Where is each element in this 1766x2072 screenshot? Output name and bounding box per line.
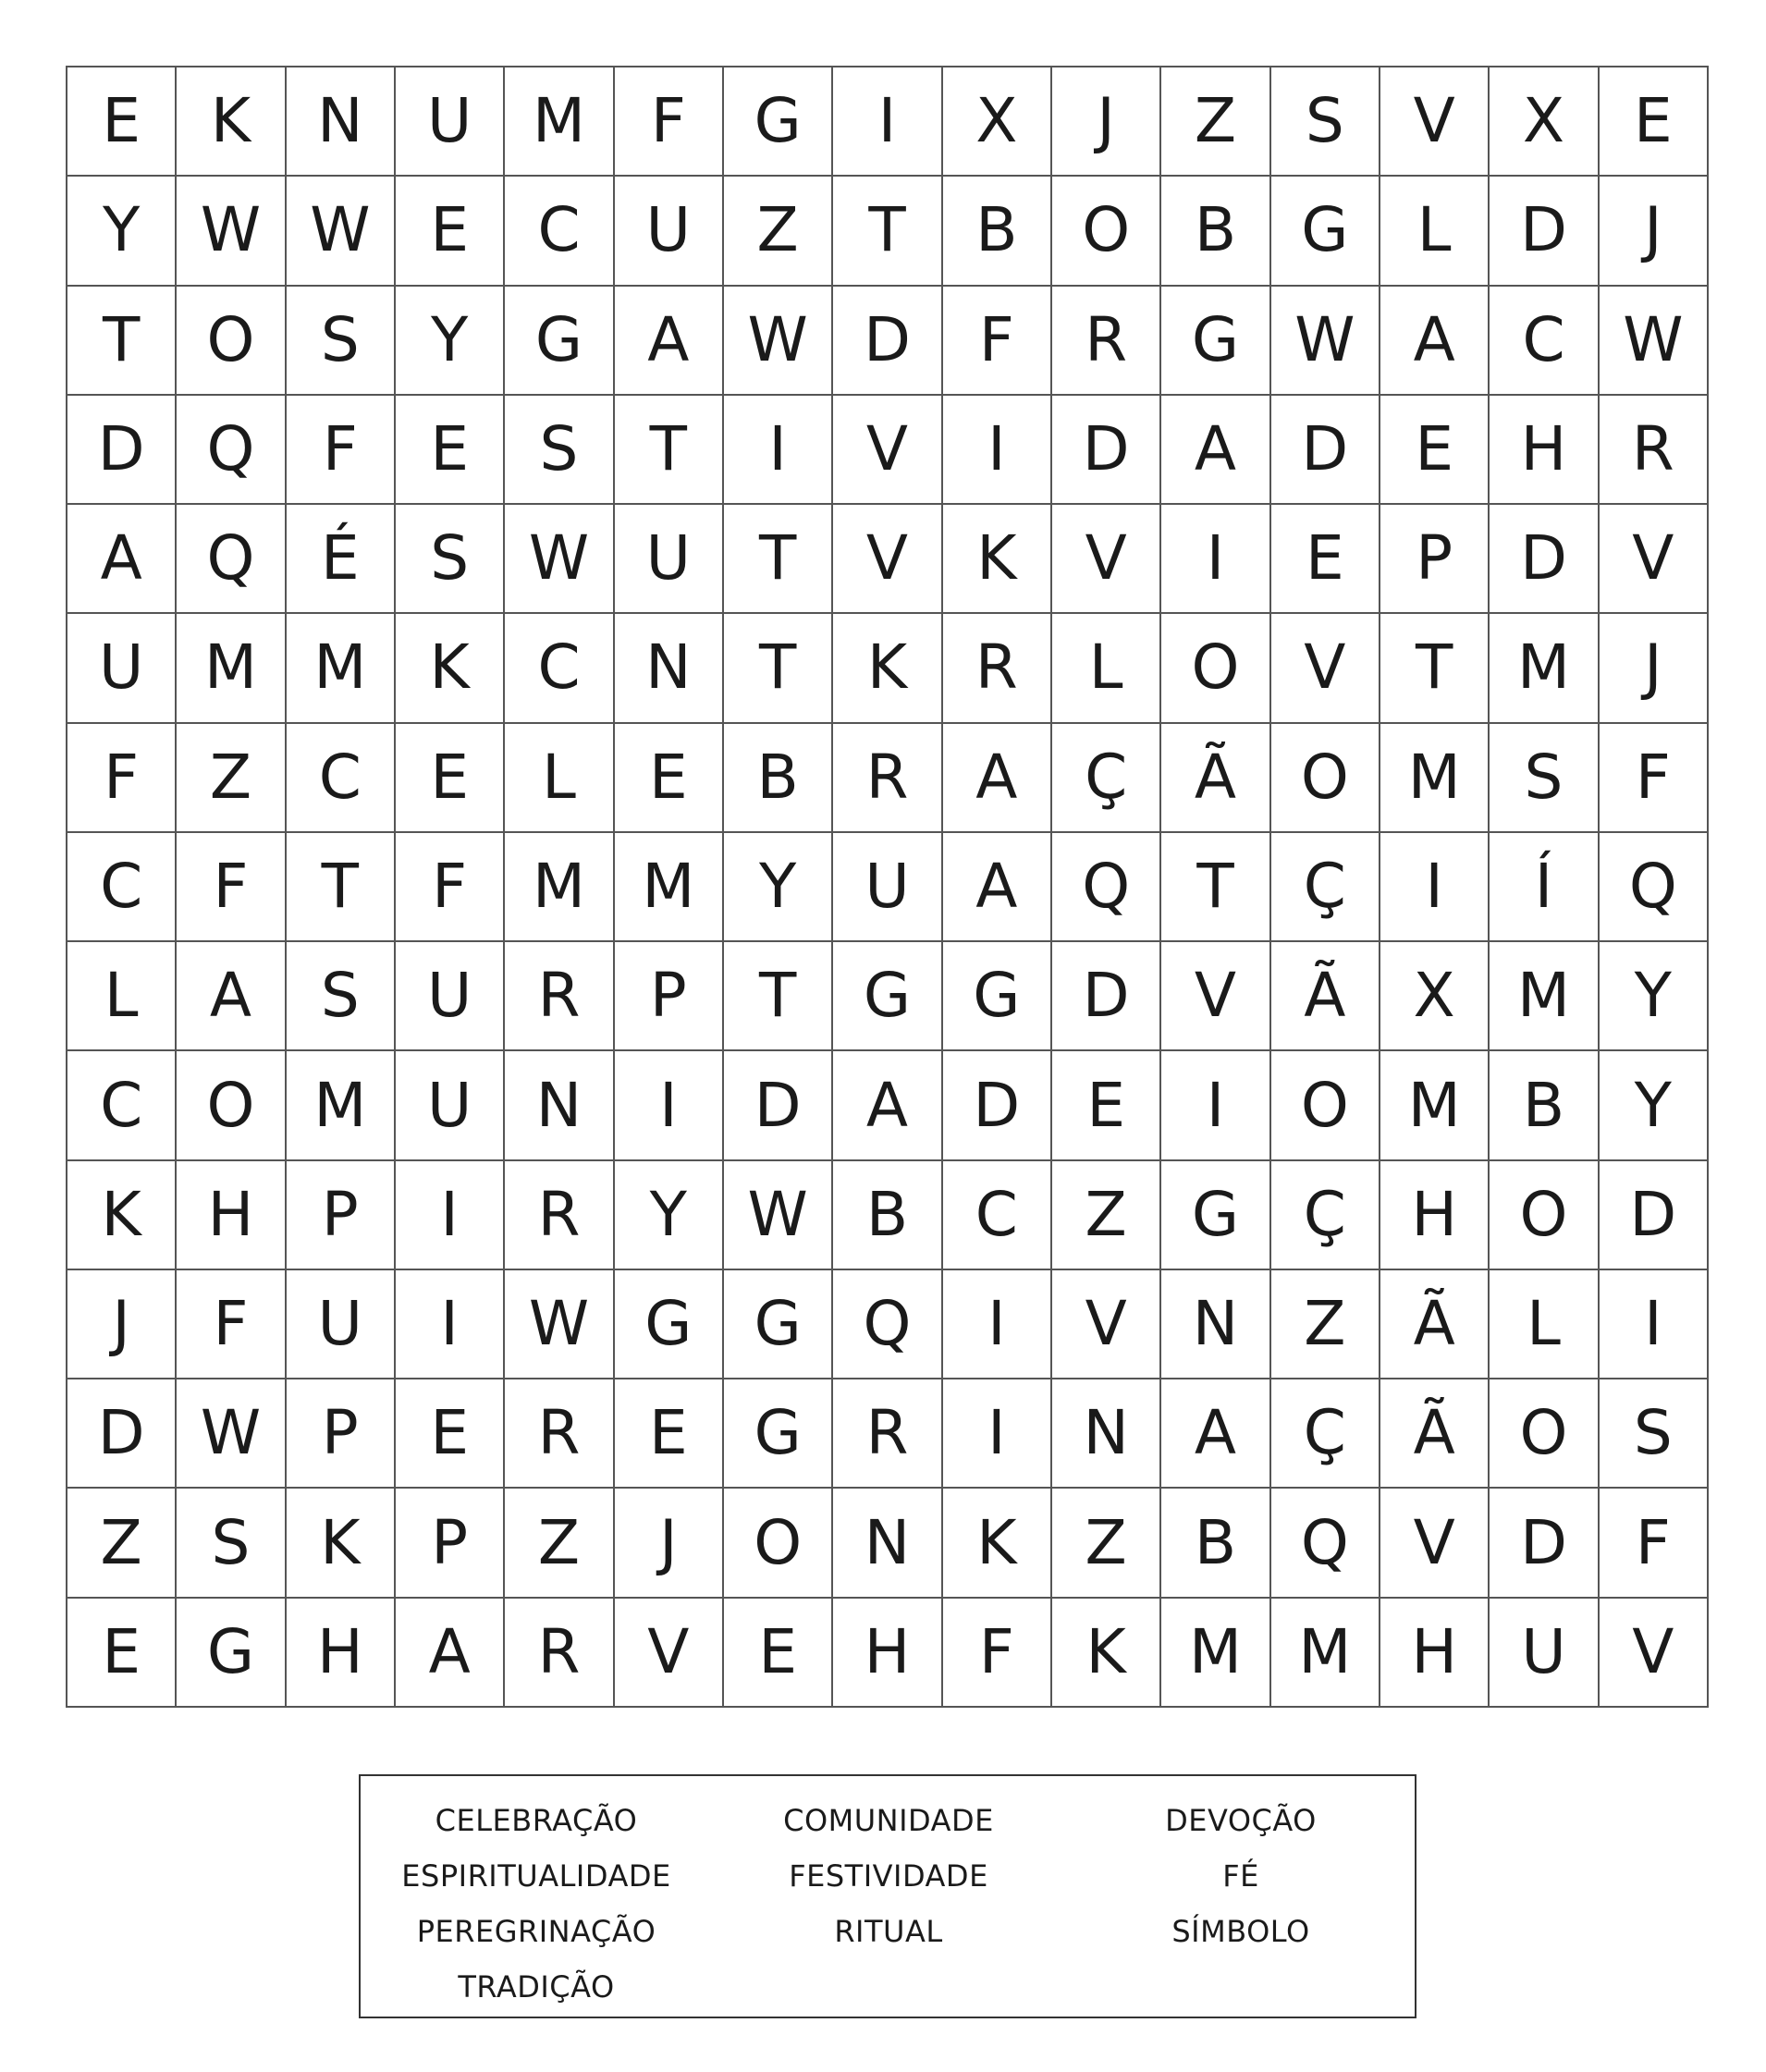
grid-cell[interactable]: G	[615, 1270, 724, 1379]
grid-cell[interactable]: H	[1490, 396, 1599, 505]
grid-cell[interactable]: F	[287, 396, 396, 505]
word-list-item: SÍMBOLO	[1171, 1914, 1310, 1949]
grid-cell[interactable]: I	[943, 1270, 1052, 1379]
grid-cell[interactable]: U	[287, 1270, 396, 1379]
grid-cell[interactable]: V	[1052, 505, 1161, 614]
grid-cell[interactable]: D	[1600, 1161, 1709, 1270]
grid-cell[interactable]: A	[1161, 396, 1270, 505]
grid-cell[interactable]: V	[833, 396, 942, 505]
grid-cell[interactable]: Q	[833, 1270, 942, 1379]
grid-cell[interactable]: C	[505, 614, 614, 723]
grid-cell[interactable]: D	[1490, 1489, 1599, 1598]
grid-cell[interactable]: M	[1490, 614, 1599, 723]
grid-cell[interactable]: J	[1600, 177, 1709, 286]
grid-cell[interactable]: I	[396, 1161, 505, 1270]
word-list-item: CELEBRAÇÃO	[435, 1803, 638, 1838]
grid-cell[interactable]: O	[1052, 177, 1161, 286]
grid-cell[interactable]: Q	[177, 396, 286, 505]
grid-cell[interactable]: D	[1490, 505, 1599, 614]
word-list-item: FESTIVIDADE	[789, 1858, 988, 1894]
grid-cell[interactable]: É	[287, 505, 396, 614]
grid-cell[interactable]: Ã	[1161, 724, 1270, 833]
grid-cell[interactable]: M	[177, 614, 286, 723]
grid-cell[interactable]: N	[615, 614, 724, 723]
grid-cell[interactable]: Q	[1052, 833, 1161, 942]
grid-cell[interactable]: G	[505, 287, 614, 396]
grid-cell[interactable]: G	[724, 1270, 833, 1379]
grid-cell[interactable]: Z	[724, 177, 833, 286]
grid-cell[interactable]: Ç	[1052, 724, 1161, 833]
grid-cell[interactable]: U	[615, 505, 724, 614]
grid-cell[interactable]: O	[177, 287, 286, 396]
grid-cell[interactable]: P	[1380, 505, 1490, 614]
grid-cell[interactable]: E	[396, 396, 505, 505]
grid-cell[interactable]: S	[177, 1489, 286, 1598]
grid-cell[interactable]: O	[1490, 1161, 1599, 1270]
grid-cell[interactable]: T	[1380, 614, 1490, 723]
grid-cell[interactable]: V	[1380, 67, 1490, 177]
grid-cell[interactable]: T	[1161, 833, 1270, 942]
grid-cell[interactable]: C	[505, 177, 614, 286]
grid-cell[interactable]: B	[1161, 1489, 1270, 1598]
grid-cell[interactable]: S	[1600, 1379, 1709, 1489]
grid-cell[interactable]: W	[287, 177, 396, 286]
grid-cell[interactable]: K	[943, 1489, 1052, 1598]
grid-cell[interactable]: Y	[724, 833, 833, 942]
grid-cell[interactable]: T	[724, 505, 833, 614]
grid-cell[interactable]: E	[724, 1599, 833, 1708]
grid-cell[interactable]: E	[1271, 505, 1380, 614]
grid-cell[interactable]: G	[833, 942, 942, 1051]
grid-cell[interactable]: K	[396, 614, 505, 723]
grid-cell[interactable]: X	[1490, 67, 1599, 177]
grid-cell[interactable]: D	[1052, 942, 1161, 1051]
grid-cell[interactable]: E	[67, 1599, 177, 1708]
grid-cell[interactable]: F	[177, 1270, 286, 1379]
grid-cell[interactable]: K	[943, 505, 1052, 614]
grid-cell[interactable]: R	[833, 1379, 942, 1489]
grid-cell[interactable]: A	[177, 942, 286, 1051]
grid-cell[interactable]: F	[396, 833, 505, 942]
grid-cell[interactable]: L	[67, 942, 177, 1051]
grid-cell[interactable]: R	[505, 1161, 614, 1270]
grid-cell[interactable]: R	[833, 724, 942, 833]
grid-cell[interactable]: Z	[505, 1489, 614, 1598]
grid-cell[interactable]: T	[833, 177, 942, 286]
grid-cell[interactable]: V	[1271, 614, 1380, 723]
grid-cell[interactable]: E	[396, 1379, 505, 1489]
grid-cell[interactable]: Z	[1271, 1270, 1380, 1379]
grid-cell[interactable]: D	[1052, 396, 1161, 505]
grid-cell[interactable]: D	[1490, 177, 1599, 286]
grid-cell[interactable]: Z	[1161, 67, 1270, 177]
grid-cell[interactable]: W	[505, 505, 614, 614]
grid-cell[interactable]: E	[615, 724, 724, 833]
grid-cell[interactable]: N	[1161, 1270, 1270, 1379]
grid-cell[interactable]: U	[1490, 1599, 1599, 1708]
grid-cell[interactable]: Y	[1600, 1051, 1709, 1160]
grid-cell[interactable]: V	[1052, 1270, 1161, 1379]
grid-cell[interactable]: I	[833, 67, 942, 177]
grid-cell[interactable]: O	[1271, 1051, 1380, 1160]
grid-cell[interactable]: C	[67, 833, 177, 942]
grid-cell[interactable]: S	[505, 396, 614, 505]
grid-cell[interactable]: I	[1161, 1051, 1270, 1160]
word-list-item: RITUAL	[834, 1914, 943, 1949]
grid-cell[interactable]: R	[1600, 396, 1709, 505]
word-list-column-1	[361, 1793, 712, 2015]
grid-cell[interactable]: K	[177, 67, 286, 177]
grid-cell[interactable]: J	[1052, 67, 1161, 177]
grid-cell[interactable]: U	[615, 177, 724, 286]
grid-cell[interactable]: F	[943, 287, 1052, 396]
grid-cell[interactable]: U	[396, 1051, 505, 1160]
grid-cell[interactable]: R	[505, 1599, 614, 1708]
grid-cell[interactable]: A	[1161, 1379, 1270, 1489]
grid-cell[interactable]: X	[1380, 942, 1490, 1051]
grid-cell[interactable]: N	[833, 1489, 942, 1598]
grid-cell[interactable]: L	[1490, 1270, 1599, 1379]
grid-cell[interactable]: H	[1380, 1599, 1490, 1708]
grid-cell[interactable]: Í	[1490, 833, 1599, 942]
grid-cell[interactable]: A	[943, 833, 1052, 942]
grid-cell[interactable]: N	[505, 1051, 614, 1160]
grid-cell[interactable]: W	[724, 1161, 833, 1270]
grid-cell[interactable]: U	[396, 942, 505, 1051]
grid-cell[interactable]: Z	[67, 1489, 177, 1598]
grid-cell[interactable]: K	[287, 1489, 396, 1598]
grid-cell[interactable]: C	[67, 1051, 177, 1160]
grid-cell[interactable]: I	[615, 1051, 724, 1160]
grid-cell[interactable]: N	[1052, 1379, 1161, 1489]
grid-cell[interactable]: Z	[177, 724, 286, 833]
grid-cell[interactable]: K	[1052, 1599, 1161, 1708]
grid-cell[interactable]: M	[1380, 724, 1490, 833]
grid-cell[interactable]: D	[67, 1379, 177, 1489]
grid-cell[interactable]: Ã	[1380, 1270, 1490, 1379]
grid-cell[interactable]: M	[1271, 1599, 1380, 1708]
grid-cell[interactable]: M	[505, 833, 614, 942]
grid-cell[interactable]: V	[1161, 942, 1270, 1051]
grid-cell[interactable]: S	[1490, 724, 1599, 833]
grid-cell[interactable]: D	[724, 1051, 833, 1160]
grid-cell[interactable]: D	[1271, 396, 1380, 505]
word-search-grid	[66, 66, 1709, 1708]
grid-cell[interactable]: R	[505, 1379, 614, 1489]
grid-cell[interactable]: O	[1161, 614, 1270, 723]
grid-cell[interactable]: U	[396, 67, 505, 177]
grid-cell[interactable]: V	[1600, 1599, 1709, 1708]
grid-cell[interactable]: V	[615, 1599, 724, 1708]
grid-cell[interactable]: H	[1380, 1161, 1490, 1270]
grid-cell[interactable]: F	[943, 1599, 1052, 1708]
grid-cell[interactable]: Ã	[1271, 942, 1380, 1051]
grid-cell[interactable]: F	[1600, 724, 1709, 833]
grid-cell[interactable]: Q	[1271, 1489, 1380, 1598]
grid-cell[interactable]: W	[724, 287, 833, 396]
grid-cell[interactable]: E	[396, 724, 505, 833]
grid-cell[interactable]: I	[943, 1379, 1052, 1489]
grid-cell[interactable]: Ç	[1271, 1379, 1380, 1489]
grid-cell[interactable]: A	[396, 1599, 505, 1708]
grid-cell[interactable]: G	[1161, 1161, 1270, 1270]
word-list-item: TRADIÇÃO	[458, 1969, 615, 2005]
grid-cell[interactable]: R	[943, 614, 1052, 723]
grid-cell[interactable]: J	[1600, 614, 1709, 723]
grid-cell[interactable]: E	[1600, 67, 1709, 177]
grid-cell[interactable]: U	[833, 833, 942, 942]
word-list-item: DEVOÇÃO	[1165, 1803, 1317, 1838]
grid-cell[interactable]: X	[943, 67, 1052, 177]
grid-cell[interactable]: S	[287, 287, 396, 396]
grid-cell[interactable]: P	[287, 1379, 396, 1489]
grid-cell[interactable]: E	[67, 67, 177, 177]
word-list-column-2	[713, 1793, 1064, 1959]
grid-cell[interactable]: Ã	[1380, 1379, 1490, 1489]
grid-cell[interactable]: O	[724, 1489, 833, 1598]
grid-cell[interactable]: Ç	[1271, 1161, 1380, 1270]
grid-cell[interactable]: E	[1052, 1051, 1161, 1160]
grid-cell[interactable]: I	[943, 396, 1052, 505]
word-list-box	[359, 1774, 1416, 2018]
grid-cell[interactable]: T	[615, 396, 724, 505]
grid-cell[interactable]: H	[177, 1161, 286, 1270]
grid-cell[interactable]: E	[396, 177, 505, 286]
grid-cell[interactable]: W	[505, 1270, 614, 1379]
grid-cell[interactable]: K	[67, 1161, 177, 1270]
grid-cell[interactable]: F	[1600, 1489, 1709, 1598]
grid-cell[interactable]: Y	[615, 1161, 724, 1270]
grid-cell[interactable]: M	[505, 67, 614, 177]
grid-cell[interactable]: A	[833, 1051, 942, 1160]
grid-cell[interactable]: L	[1380, 177, 1490, 286]
grid-cell[interactable]: O	[1490, 1379, 1599, 1489]
grid-cell[interactable]: I	[1380, 833, 1490, 942]
grid-cell[interactable]: E	[1380, 396, 1490, 505]
grid-cell[interactable]: B	[833, 1161, 942, 1270]
grid-cell[interactable]: L	[1052, 614, 1161, 723]
grid-cell[interactable]: M	[1161, 1599, 1270, 1708]
grid-cell[interactable]: G	[724, 67, 833, 177]
word-list-item: ESPIRITUALIDADE	[401, 1858, 671, 1894]
grid-cell[interactable]: T	[724, 942, 833, 1051]
grid-cell[interactable]: V	[1380, 1489, 1490, 1598]
grid-cell[interactable]: J	[615, 1489, 724, 1598]
grid-cell[interactable]: A	[1380, 287, 1490, 396]
grid-cell[interactable]: C	[1490, 287, 1599, 396]
grid-cell[interactable]: W	[177, 1379, 286, 1489]
grid-cell[interactable]: P	[396, 1489, 505, 1598]
word-list-item: PEREGRINAÇÃO	[416, 1914, 656, 1949]
grid-cell[interactable]: Ç	[1271, 833, 1380, 942]
grid-cell[interactable]: V	[833, 505, 942, 614]
grid-cell[interactable]: B	[943, 177, 1052, 286]
grid-cell[interactable]: H	[833, 1599, 942, 1708]
grid-cell[interactable]: F	[615, 67, 724, 177]
grid-cell[interactable]: K	[833, 614, 942, 723]
word-list-column-3	[1065, 1793, 1416, 1959]
grid-cell[interactable]: T	[724, 614, 833, 723]
grid-cell[interactable]: M	[615, 833, 724, 942]
grid-cell[interactable]: R	[1052, 287, 1161, 396]
grid-cell[interactable]: B	[1490, 1051, 1599, 1160]
grid-cell[interactable]: O	[1271, 724, 1380, 833]
grid-cell[interactable]: Y	[1600, 942, 1709, 1051]
grid-cell[interactable]: H	[287, 1599, 396, 1708]
grid-cell[interactable]: D	[943, 1051, 1052, 1160]
grid-cell[interactable]: G	[724, 1379, 833, 1489]
grid-cell[interactable]: F	[67, 724, 177, 833]
grid-cell[interactable]: A	[67, 505, 177, 614]
grid-cell[interactable]: S	[1271, 67, 1380, 177]
grid-cell[interactable]: Z	[1052, 1161, 1161, 1270]
grid-cell[interactable]: T	[287, 833, 396, 942]
grid-cell[interactable]: Q	[177, 505, 286, 614]
grid-cell[interactable]: C	[943, 1161, 1052, 1270]
grid-cell[interactable]: I	[724, 396, 833, 505]
grid-cell[interactable]: C	[287, 724, 396, 833]
grid-cell[interactable]: P	[615, 942, 724, 1051]
grid-cell[interactable]: B	[1161, 177, 1270, 286]
grid-cell[interactable]: O	[177, 1051, 286, 1160]
grid-cell[interactable]: T	[67, 287, 177, 396]
grid-cell[interactable]: M	[1490, 942, 1599, 1051]
grid-cell[interactable]: M	[287, 614, 396, 723]
grid-cell[interactable]: W	[1600, 287, 1709, 396]
grid-cell[interactable]: A	[615, 287, 724, 396]
grid-cell[interactable]: J	[67, 1270, 177, 1379]
grid-cell[interactable]: P	[287, 1161, 396, 1270]
grid-cell[interactable]: D	[67, 396, 177, 505]
grid-cell[interactable]: D	[833, 287, 942, 396]
grid-cell[interactable]: Z	[1052, 1489, 1161, 1598]
grid-cell[interactable]: L	[505, 724, 614, 833]
grid-cell[interactable]: W	[1271, 287, 1380, 396]
grid-cell[interactable]: M	[287, 1051, 396, 1160]
grid-cell[interactable]: E	[615, 1379, 724, 1489]
grid-cell[interactable]: V	[1600, 505, 1709, 614]
grid-cell[interactable]: W	[177, 177, 286, 286]
grid-cell[interactable]: R	[505, 942, 614, 1051]
grid-cell[interactable]: G	[943, 942, 1052, 1051]
grid-cell[interactable]: N	[287, 67, 396, 177]
grid-cell[interactable]: Q	[1600, 833, 1709, 942]
grid-cell[interactable]: S	[396, 505, 505, 614]
grid-cell[interactable]: I	[396, 1270, 505, 1379]
grid-cell[interactable]: Y	[396, 287, 505, 396]
grid-cell[interactable]: G	[1161, 287, 1270, 396]
grid-cell[interactable]: A	[943, 724, 1052, 833]
word-list-item: FÉ	[1222, 1858, 1259, 1894]
grid-cell[interactable]: G	[177, 1599, 286, 1708]
grid-cell[interactable]: Y	[67, 177, 177, 286]
grid-cell[interactable]: S	[287, 942, 396, 1051]
grid-cell[interactable]: G	[1271, 177, 1380, 286]
grid-cell[interactable]: I	[1600, 1270, 1709, 1379]
grid-cell[interactable]: U	[67, 614, 177, 723]
word-list-item: COMUNIDADE	[783, 1803, 994, 1838]
grid-cell[interactable]: F	[177, 833, 286, 942]
grid-cell[interactable]: M	[1380, 1051, 1490, 1160]
grid-cell[interactable]: B	[724, 724, 833, 833]
grid-cell[interactable]: I	[1161, 505, 1270, 614]
